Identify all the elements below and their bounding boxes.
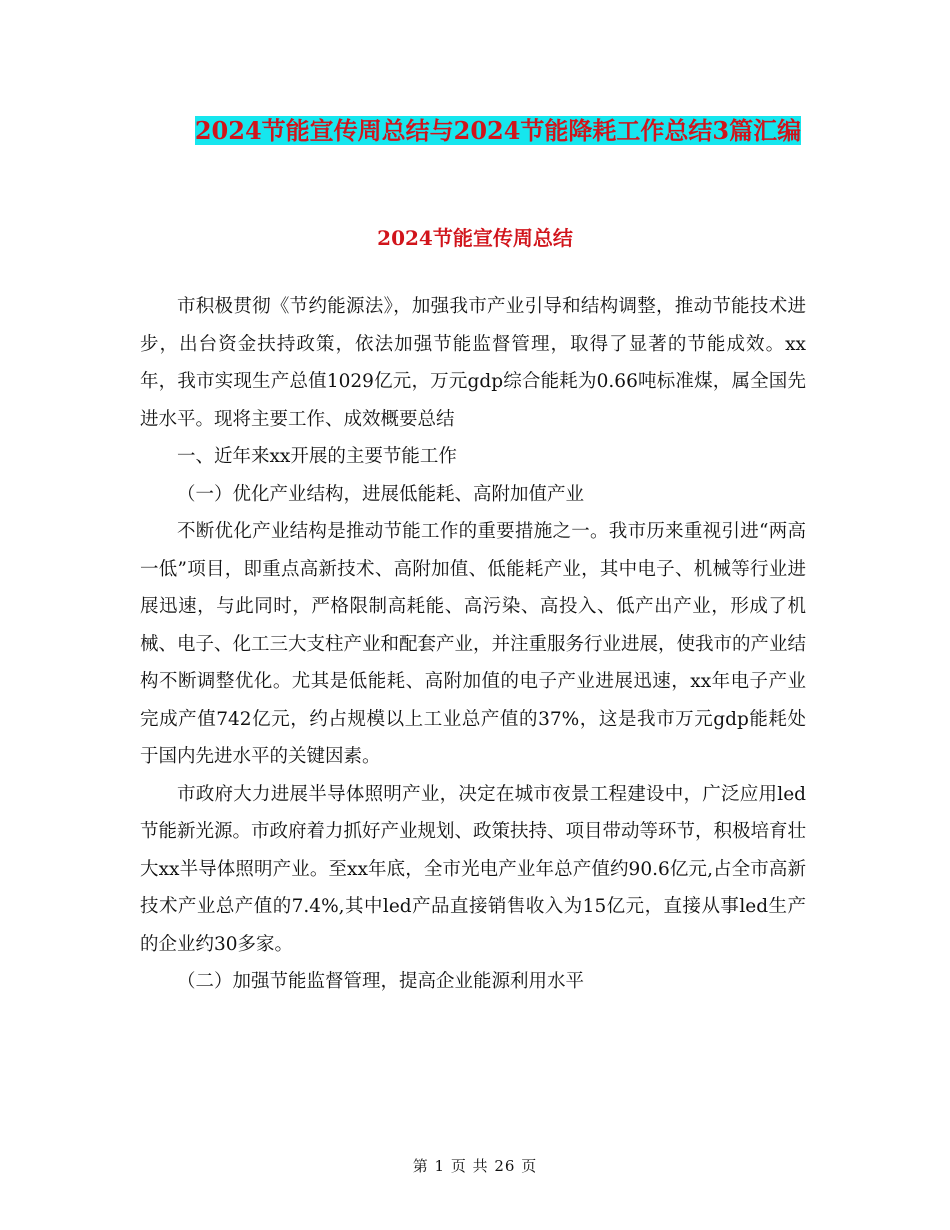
paragraph: 不断优化产业结构是推动节能工作的重要措施之一。我市历来重视引进“两高一低”项目，即重点高新技术、高附加值、低能耗产业，其中电子、机械等行业进展迅速，与此同时，严格限制高耗能、高污染、高投入、低产出产业，形成了机械、电子、化工三大支柱产业和配套产业，并注重服务行业进展，使我市的产业结构不断调整优化。尤其是低能耗、高附加值的电子产业进展迅速，xx年电子产业完成产值742亿元，约占规模以上工业总产值的37%，这是我市万元gdp能耗处于国内先进水平的关键因素。 [140, 521, 807, 767]
document-title-text: 2024节能宣传周总结与2024节能降耗工作总结3篇汇编 [194, 116, 802, 145]
paragraph: （二）加强节能监督管理，提高企业能源利用水平 [177, 971, 585, 992]
document-body [140, 288, 806, 1001]
document-title [140, 112, 856, 150]
paragraph: 一、近年来xx开展的主要节能工作 [177, 446, 457, 467]
paragraph: （一）优化产业结构，进展低能耗、高附加值产业 [177, 483, 585, 505]
paragraph: 市政府大力进展半导体照明产业，决定在城市夜景工程建设中，广泛应用led节能新光源。市政府着力抓好产业规划、政策扶持、项目带动等环节，积极培育壮大xx半导体照明产业。至xx年底，全市光电产业年总产值约90.6亿元,占全市高新技术产业总产值的7.4%,其中led产品直接销售收入为15亿元，直接从事led生产的企业约30多家。 [140, 783, 807, 955]
section-title: 2024节能宣传周总结 [377, 226, 573, 250]
page-footer: 第 1 页 共 26 页 [412, 1157, 538, 1175]
paragraph: 市积极贯彻《节约能源法》，加强我市产业引导和结构调整，推动节能技术进步，出台资金扶持政策，依法加强节能监督管理，取得了显著的节能成效。xx年，我市实现生产总值1029亿元，万元gdp综合能耗为0.66吨标准煤，属全国先进水平。现将主要工作、成效概要总结 [140, 296, 806, 430]
